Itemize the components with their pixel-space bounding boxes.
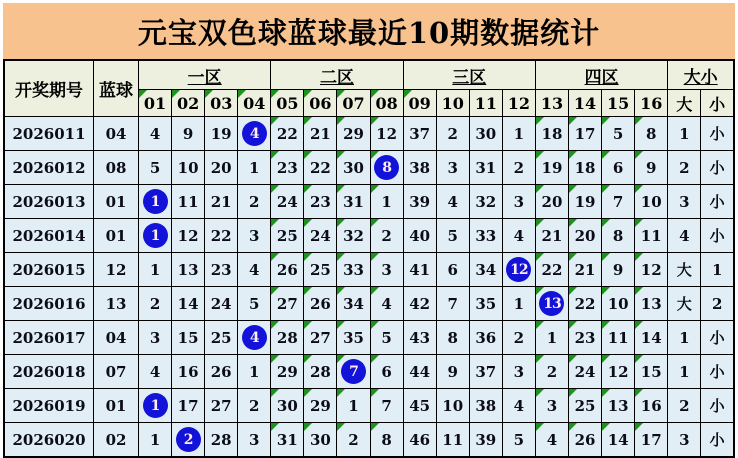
miss-cell-03: 22 — [205, 219, 238, 253]
miss-cell-04: 2 — [238, 389, 271, 423]
miss-cell-03: 21 — [205, 185, 238, 219]
miss-cell-07: 30 — [337, 151, 370, 185]
miss-cell-大: 1 — [668, 355, 701, 389]
miss-cell-02: 15 — [172, 321, 205, 355]
miss-cell-09: 46 — [403, 423, 436, 458]
miss-cell-16: 8 — [635, 117, 668, 151]
miss-cell-15: 9 — [602, 253, 635, 287]
miss-cell-小: 小 — [701, 355, 734, 389]
miss-cell-02: 10 — [172, 151, 205, 185]
miss-cell-13: 3 — [535, 389, 568, 423]
miss-cell-09: 43 — [403, 321, 436, 355]
miss-cell-12: 3 — [502, 355, 535, 389]
miss-cell-13: 22 — [535, 253, 568, 287]
miss-cell-02: 13 — [172, 253, 205, 287]
miss-cell-11: 36 — [469, 321, 502, 355]
miss-cell-14: 21 — [569, 253, 602, 287]
miss-cell-11: 38 — [469, 389, 502, 423]
miss-cell-05: 29 — [271, 355, 304, 389]
miss-cell-15: 13 — [602, 389, 635, 423]
miss-cell-12 — [502, 253, 535, 287]
miss-cell-15: 11 — [602, 321, 635, 355]
miss-cell-01: 4 — [139, 355, 172, 389]
miss-cell-16: 13 — [635, 287, 668, 321]
miss-cell-09: 39 — [403, 185, 436, 219]
miss-cell-小: 1 — [701, 253, 734, 287]
miss-cell-14: 19 — [569, 185, 602, 219]
blue-ball-value-cell: 02 — [94, 423, 139, 458]
miss-cell-15: 7 — [602, 185, 635, 219]
miss-cell-06: 30 — [304, 423, 337, 458]
miss-cell-07: 2 — [337, 423, 370, 458]
miss-cell-16: 11 — [635, 219, 668, 253]
zone1-label: 一区 — [187, 67, 222, 88]
miss-cell-05: 22 — [271, 117, 304, 151]
period-cell: 2026016 — [4, 287, 94, 321]
col-header-小: 小 — [701, 90, 734, 117]
miss-cell-01 — [139, 219, 172, 253]
miss-cell-小: 小 — [701, 185, 734, 219]
miss-cell-14: 22 — [569, 287, 602, 321]
miss-cell-15: 8 — [602, 219, 635, 253]
miss-cell-11: 32 — [469, 185, 502, 219]
miss-cell-06: 29 — [304, 389, 337, 423]
miss-cell-05: 28 — [271, 321, 304, 355]
miss-cell-14: 26 — [569, 423, 602, 458]
miss-cell-05: 25 — [271, 219, 304, 253]
period-cell: 2026011 — [4, 117, 94, 151]
miss-cell-大: 3 — [668, 423, 701, 458]
blue-ball-value-cell: 01 — [94, 389, 139, 423]
miss-cell-12: 4 — [502, 389, 535, 423]
miss-cell-10: 5 — [436, 219, 469, 253]
miss-cell-08 — [370, 151, 403, 185]
miss-cell-14: 20 — [569, 219, 602, 253]
miss-cell-12: 2 — [502, 151, 535, 185]
miss-cell-03: 25 — [205, 321, 238, 355]
miss-cell-16: 16 — [635, 389, 668, 423]
miss-cell-小: 2 — [701, 287, 734, 321]
miss-cell-大: 2 — [668, 151, 701, 185]
miss-cell-大: 1 — [668, 321, 701, 355]
col-header-11: 11 — [469, 90, 502, 117]
miss-cell-10: 10 — [436, 389, 469, 423]
blue-ball-value-cell: 04 — [94, 117, 139, 151]
miss-cell-05: 23 — [271, 151, 304, 185]
col-header-08: 08 — [370, 90, 403, 117]
miss-cell-13: 21 — [535, 219, 568, 253]
miss-cell-03: 27 — [205, 389, 238, 423]
miss-cell-11: 31 — [469, 151, 502, 185]
miss-cell-10: 4 — [436, 185, 469, 219]
miss-cell-13: 19 — [535, 151, 568, 185]
miss-cell-07: 35 — [337, 321, 370, 355]
bigsmall-header — [668, 60, 734, 90]
page-title: 元宝双色球蓝球最近10期数据统计 — [3, 3, 735, 59]
miss-cell-12: 3 — [502, 185, 535, 219]
hit-ball-icon: 1 — [143, 393, 168, 418]
miss-cell-01: 4 — [139, 117, 172, 151]
miss-cell-09: 41 — [403, 253, 436, 287]
col-header-01: 01 — [139, 90, 172, 117]
miss-cell-06: 24 — [304, 219, 337, 253]
col-header-12: 12 — [502, 90, 535, 117]
miss-cell-08: 1 — [370, 185, 403, 219]
miss-cell-09: 45 — [403, 389, 436, 423]
miss-cell-01: 1 — [139, 253, 172, 287]
col-header-07: 07 — [337, 90, 370, 117]
miss-cell-11: 30 — [469, 117, 502, 151]
hit-ball-icon: 8 — [374, 155, 399, 180]
blue-ball-value-cell: 07 — [94, 355, 139, 389]
blue-ball-value-cell: 01 — [94, 185, 139, 219]
miss-cell-大: 4 — [668, 219, 701, 253]
miss-cell-09: 44 — [403, 355, 436, 389]
miss-cell-10: 9 — [436, 355, 469, 389]
miss-cell-12: 5 — [502, 423, 535, 458]
miss-cell-07: 33 — [337, 253, 370, 287]
miss-cell-09: 40 — [403, 219, 436, 253]
period-cell: 2026018 — [4, 355, 94, 389]
miss-cell-02: 16 — [172, 355, 205, 389]
hit-ball-icon: 12 — [506, 257, 531, 282]
miss-cell-02 — [172, 423, 205, 458]
miss-cell-小: 小 — [701, 117, 734, 151]
miss-cell-05: 27 — [271, 287, 304, 321]
miss-cell-07: 31 — [337, 185, 370, 219]
miss-cell-04: 1 — [238, 151, 271, 185]
col-header-05: 05 — [271, 90, 304, 117]
hit-ball-icon: 2 — [176, 427, 201, 452]
miss-cell-16: 10 — [635, 185, 668, 219]
blue-ball-value-cell: 13 — [94, 287, 139, 321]
miss-cell-14: 23 — [569, 321, 602, 355]
hit-ball-icon: 1 — [143, 189, 168, 214]
table-row-2026012 — [4, 151, 734, 185]
miss-cell-06: 23 — [304, 185, 337, 219]
miss-cell-05: 26 — [271, 253, 304, 287]
miss-cell-03: 28 — [205, 423, 238, 458]
col-header-13: 13 — [535, 90, 568, 117]
miss-cell-02: 14 — [172, 287, 205, 321]
miss-cell-11: 39 — [469, 423, 502, 458]
miss-cell-08: 8 — [370, 423, 403, 458]
miss-cell-01: 2 — [139, 287, 172, 321]
zone4-label: 四区 — [584, 67, 619, 88]
miss-cell-02: 9 — [172, 117, 205, 151]
miss-cell-05: 31 — [271, 423, 304, 458]
miss-cell-06: 28 — [304, 355, 337, 389]
miss-cell-03: 26 — [205, 355, 238, 389]
miss-cell-15: 12 — [602, 355, 635, 389]
col-header-15: 15 — [602, 90, 635, 117]
period-cell: 2026013 — [4, 185, 94, 219]
miss-cell-06: 26 — [304, 287, 337, 321]
hit-ball-icon: 1 — [143, 223, 168, 248]
miss-cell-07: 29 — [337, 117, 370, 151]
miss-cell-04: 3 — [238, 423, 271, 458]
miss-cell-15: 5 — [602, 117, 635, 151]
miss-cell-11: 34 — [469, 253, 502, 287]
miss-cell-10: 7 — [436, 287, 469, 321]
miss-cell-16: 12 — [635, 253, 668, 287]
table-row-2026013 — [4, 185, 734, 219]
miss-cell-10: 11 — [436, 423, 469, 458]
miss-cell-10: 6 — [436, 253, 469, 287]
miss-cell-04: 2 — [238, 185, 271, 219]
miss-cell-大: 2 — [668, 389, 701, 423]
blue-ball-column-header: 蓝球 — [94, 60, 139, 117]
col-header-04: 04 — [238, 90, 271, 117]
table-row-2026018 — [4, 355, 734, 389]
table-row-2026020 — [4, 423, 734, 458]
col-header-大: 大 — [668, 90, 701, 117]
miss-cell-04 — [238, 117, 271, 151]
miss-cell-02: 17 — [172, 389, 205, 423]
miss-cell-13: 20 — [535, 185, 568, 219]
miss-cell-08: 3 — [370, 253, 403, 287]
period-cell: 2026017 — [4, 321, 94, 355]
miss-cell-12: 1 — [502, 117, 535, 151]
miss-cell-02: 12 — [172, 219, 205, 253]
hit-ball-icon: 4 — [242, 325, 267, 350]
period-cell: 2026015 — [4, 253, 94, 287]
miss-cell-11: 37 — [469, 355, 502, 389]
miss-cell-04: 3 — [238, 219, 271, 253]
miss-cell-08: 7 — [370, 389, 403, 423]
col-header-06: 06 — [304, 90, 337, 117]
miss-cell-13: 18 — [535, 117, 568, 151]
blue-ball-value-cell: 01 — [94, 219, 139, 253]
col-header-14: 14 — [569, 90, 602, 117]
miss-cell-大: 大 — [668, 253, 701, 287]
table-row-2026011 — [4, 117, 734, 151]
miss-cell-14: 25 — [569, 389, 602, 423]
miss-cell-14: 24 — [569, 355, 602, 389]
miss-cell-小: 小 — [701, 389, 734, 423]
miss-cell-12: 4 — [502, 219, 535, 253]
miss-cell-10: 2 — [436, 117, 469, 151]
zone4-header — [535, 60, 667, 90]
table-row-2026016 — [4, 287, 734, 321]
miss-cell-09: 37 — [403, 117, 436, 151]
miss-cell-04 — [238, 321, 271, 355]
miss-cell-小: 小 — [701, 423, 734, 458]
col-header-03: 03 — [205, 90, 238, 117]
col-header-10: 10 — [436, 90, 469, 117]
miss-cell-03: 19 — [205, 117, 238, 151]
miss-cell-15: 10 — [602, 287, 635, 321]
miss-cell-05: 24 — [271, 185, 304, 219]
miss-cell-12: 1 — [502, 287, 535, 321]
miss-cell-14: 17 — [569, 117, 602, 151]
bigsmall-label: 大小 — [683, 67, 718, 88]
miss-cell-15: 6 — [602, 151, 635, 185]
miss-cell-16: 9 — [635, 151, 668, 185]
hit-ball-icon: 13 — [539, 291, 564, 316]
lottery-stats-page — [3, 3, 735, 458]
miss-cell-01 — [139, 389, 172, 423]
miss-cell-01: 3 — [139, 321, 172, 355]
miss-cell-10: 8 — [436, 321, 469, 355]
miss-cell-05: 30 — [271, 389, 304, 423]
period-cell: 2026019 — [4, 389, 94, 423]
table-body — [4, 117, 734, 458]
blue-ball-stats-table — [3, 59, 735, 458]
miss-cell-06: 27 — [304, 321, 337, 355]
table-row-2026014 — [4, 219, 734, 253]
col-header-02: 02 — [172, 90, 205, 117]
miss-cell-09: 38 — [403, 151, 436, 185]
miss-cell-08: 12 — [370, 117, 403, 151]
miss-cell-小: 小 — [701, 151, 734, 185]
miss-cell-01: 5 — [139, 151, 172, 185]
miss-cell-08: 5 — [370, 321, 403, 355]
zone3-label: 三区 — [452, 67, 487, 88]
col-header-16: 16 — [635, 90, 668, 117]
zone1-header — [139, 60, 271, 90]
miss-cell-大: 大 — [668, 287, 701, 321]
blue-ball-value-cell: 04 — [94, 321, 139, 355]
miss-cell-小: 小 — [701, 219, 734, 253]
miss-cell-13 — [535, 287, 568, 321]
miss-cell-04: 1 — [238, 355, 271, 389]
table-row-2026015 — [4, 253, 734, 287]
miss-cell-13: 1 — [535, 321, 568, 355]
miss-cell-01: 1 — [139, 423, 172, 458]
miss-cell-11: 33 — [469, 219, 502, 253]
miss-cell-13: 4 — [535, 423, 568, 458]
miss-cell-大: 1 — [668, 117, 701, 151]
miss-cell-16: 14 — [635, 321, 668, 355]
miss-cell-01 — [139, 185, 172, 219]
miss-cell-12: 2 — [502, 321, 535, 355]
miss-cell-07: 32 — [337, 219, 370, 253]
table-header — [4, 60, 734, 117]
zone-header-row — [4, 60, 734, 90]
hit-ball-icon: 7 — [341, 359, 366, 384]
miss-cell-16: 17 — [635, 423, 668, 458]
table-row-2026017 — [4, 321, 734, 355]
zone2-header — [271, 60, 403, 90]
period-cell: 2026012 — [4, 151, 94, 185]
col-header-09: 09 — [403, 90, 436, 117]
miss-cell-07: 34 — [337, 287, 370, 321]
miss-cell-08: 4 — [370, 287, 403, 321]
miss-cell-16: 15 — [635, 355, 668, 389]
miss-cell-03: 23 — [205, 253, 238, 287]
period-cell: 2026020 — [4, 423, 94, 458]
miss-cell-15: 14 — [602, 423, 635, 458]
miss-cell-06: 21 — [304, 117, 337, 151]
miss-cell-08: 6 — [370, 355, 403, 389]
miss-cell-04: 5 — [238, 287, 271, 321]
miss-cell-03: 24 — [205, 287, 238, 321]
table-row-2026019 — [4, 389, 734, 423]
miss-cell-07 — [337, 355, 370, 389]
miss-cell-04: 4 — [238, 253, 271, 287]
miss-cell-06: 25 — [304, 253, 337, 287]
zone2-label: 二区 — [319, 67, 354, 88]
miss-cell-03: 20 — [205, 151, 238, 185]
miss-cell-大: 3 — [668, 185, 701, 219]
miss-cell-09: 42 — [403, 287, 436, 321]
miss-cell-07: 1 — [337, 389, 370, 423]
miss-cell-02: 11 — [172, 185, 205, 219]
blue-ball-value-cell: 08 — [94, 151, 139, 185]
blue-ball-value-cell: 12 — [94, 253, 139, 287]
hit-ball-icon: 4 — [242, 121, 267, 146]
miss-cell-11: 35 — [469, 287, 502, 321]
miss-cell-06: 22 — [304, 151, 337, 185]
miss-cell-小: 小 — [701, 321, 734, 355]
zone3-header — [403, 60, 535, 90]
miss-cell-14: 18 — [569, 151, 602, 185]
period-cell: 2026014 — [4, 219, 94, 253]
miss-cell-13: 2 — [535, 355, 568, 389]
miss-cell-10: 3 — [436, 151, 469, 185]
period-column-header: 开奖期号 — [4, 60, 94, 117]
miss-cell-08: 2 — [370, 219, 403, 253]
